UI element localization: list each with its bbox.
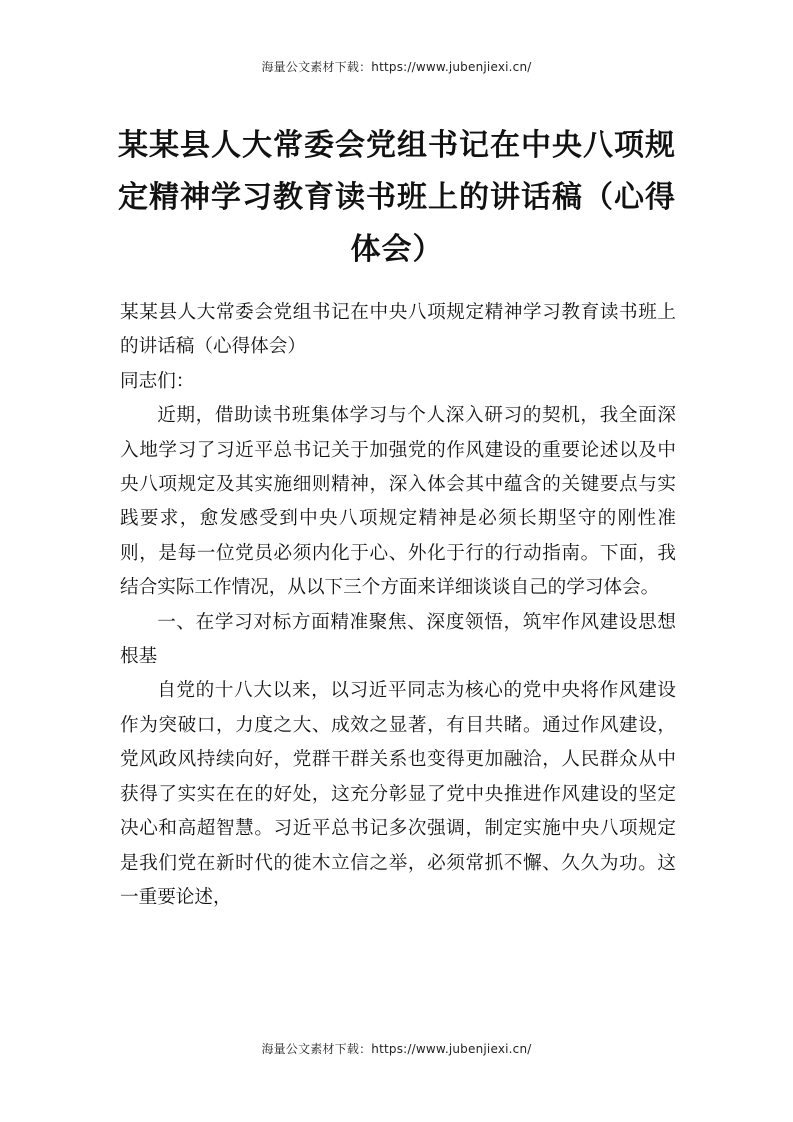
document-body <box>120 296 676 915</box>
page-header: 海量公文素材下载：https://www.jubenjiexi.cn/ <box>261 60 532 74</box>
document-subtitle: 某某县人大常委会党组书记在中央八项规定精神学习教育读书班上的讲话稿（心得体会） <box>120 302 676 358</box>
paragraph-intro: 近期，借助读书班集体学习与个人深入研习的契机，我全面深入地学习了习近平总书记关于加强党的作风建设的重要论述以及中央八项规定及其实施细则精神，深入体会其中蕴含的关键要点与实践要求，愈发感受到中央八项规定精神是必须长期坚守的刚性准则，是每一位党员必须内化于心、外化于行的行动指南。下面，我结合实际工作情况，从以下三个方面来详细谈谈自己的学习体会。 <box>120 405 676 599</box>
section-heading-1: 一、在学习对标方面精准聚焦、深度领悟，筑牢作风建设思想根基 <box>120 611 676 668</box>
document-title: 某某县人大常委会党组书记在中央八项规定精神学习教育读书班上的讲话稿（心得体会） <box>118 128 676 267</box>
salutation: 同志们： <box>120 370 195 392</box>
paragraph-section-1: 自党的十八大以来，以习近平同志为核心的党中央将作风建设作为突破口，力度之大、成效之显著，有目共睹。通过作风建设，党风政风持续向好，党群干群关系也变得更加融洽，人民群众从中获得了实实在在的好处，这充分彰显了党中央推进作风建设的坚定决心和高超智慧。习近平总书记多次强调，制定实施中央八项规定是我们党在新时代的徙木立信之举，必须常抓不懈、久久为功。这一重要论述， <box>120 680 676 908</box>
page-footer: 海量公文素材下载：https://www.jubenjiexi.cn/ <box>261 1042 532 1056</box>
